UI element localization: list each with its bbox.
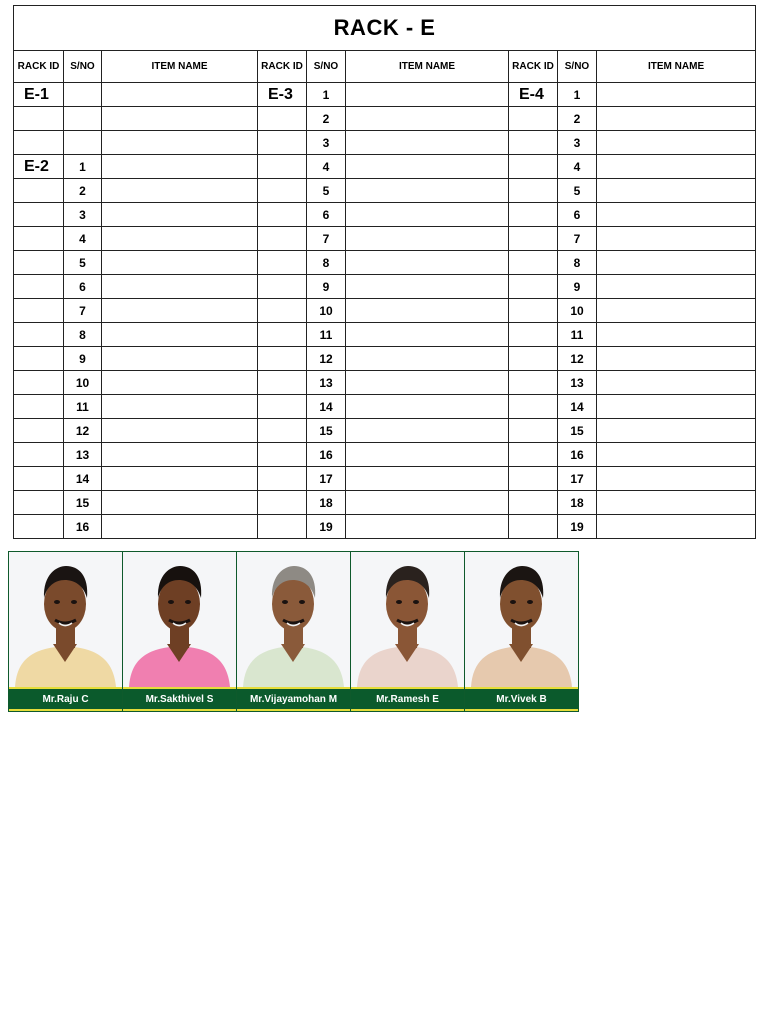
header-row — [14, 51, 756, 83]
serial-cell: 10 — [558, 299, 597, 323]
rack-id-cell — [258, 323, 307, 347]
rack-id-cell — [509, 251, 558, 275]
serial-cell — [64, 131, 102, 155]
serial-cell: 19 — [307, 515, 346, 539]
rack-id-cell — [258, 419, 307, 443]
item-name-cell[interactable] — [346, 179, 509, 203]
rack-id-cell — [258, 491, 307, 515]
staff-name: Mr.Sakthivel S — [123, 687, 236, 711]
table-row — [14, 419, 756, 443]
serial-cell: 6 — [558, 203, 597, 227]
column-header: RACK ID — [14, 51, 64, 83]
column-header: ITEM NAME — [597, 51, 756, 83]
rack-id-cell — [14, 131, 64, 155]
rack-id-cell — [14, 515, 64, 539]
item-name-cell[interactable] — [102, 467, 258, 491]
column-header: S/NO — [64, 51, 102, 83]
item-name-cell[interactable] — [346, 227, 509, 251]
item-name-cell[interactable] — [346, 131, 509, 155]
staff-photo — [237, 552, 350, 687]
staff-card — [464, 551, 579, 712]
rack-id-cell — [258, 299, 307, 323]
serial-cell: 16 — [307, 443, 346, 467]
serial-cell: 6 — [64, 275, 102, 299]
serial-cell: 15 — [64, 491, 102, 515]
serial-cell: 13 — [64, 443, 102, 467]
item-name-cell[interactable] — [346, 491, 509, 515]
table-row — [14, 371, 756, 395]
staff-card — [8, 551, 122, 712]
item-name-cell[interactable] — [102, 395, 258, 419]
serial-cell: 6 — [307, 203, 346, 227]
item-name-cell[interactable] — [346, 275, 509, 299]
item-name-cell[interactable] — [597, 419, 756, 443]
staff-name: Mr.Vijayamohan M — [237, 687, 350, 711]
rack-id-cell — [14, 299, 64, 323]
rack-id-cell — [258, 155, 307, 179]
table-row — [14, 491, 756, 515]
serial-cell: 18 — [307, 491, 346, 515]
rack-id-cell — [14, 467, 64, 491]
item-name-cell[interactable] — [102, 179, 258, 203]
serial-cell: 5 — [558, 179, 597, 203]
rack-id-cell — [14, 179, 64, 203]
staff-photo — [123, 552, 236, 687]
table-row — [14, 515, 756, 539]
item-name-cell[interactable] — [102, 299, 258, 323]
item-name-cell[interactable] — [346, 395, 509, 419]
item-name-cell[interactable] — [597, 395, 756, 419]
item-name-cell[interactable] — [597, 251, 756, 275]
serial-cell: 11 — [558, 323, 597, 347]
item-name-cell[interactable] — [102, 371, 258, 395]
serial-cell: 2 — [307, 107, 346, 131]
table-row — [14, 299, 756, 323]
staff-photo — [351, 552, 464, 687]
item-name-cell[interactable] — [597, 371, 756, 395]
item-name-cell[interactable] — [597, 467, 756, 491]
item-name-cell[interactable] — [102, 227, 258, 251]
item-name-cell[interactable] — [597, 323, 756, 347]
serial-cell: 16 — [64, 515, 102, 539]
rack-id-cell — [258, 131, 307, 155]
item-name-cell[interactable] — [102, 83, 258, 107]
serial-cell: 13 — [558, 371, 597, 395]
serial-cell: 9 — [64, 347, 102, 371]
rack-id-cell — [258, 107, 307, 131]
item-name-cell[interactable] — [597, 179, 756, 203]
rack-id-cell — [14, 275, 64, 299]
rack-id-cell — [258, 395, 307, 419]
serial-cell: 19 — [558, 515, 597, 539]
serial-cell: 10 — [307, 299, 346, 323]
item-name-cell[interactable] — [346, 83, 509, 107]
item-name-cell[interactable] — [597, 155, 756, 179]
serial-cell: 18 — [558, 491, 597, 515]
rack-id-cell — [258, 275, 307, 299]
serial-cell: 14 — [307, 395, 346, 419]
rack-table — [13, 5, 756, 539]
serial-cell: 5 — [64, 251, 102, 275]
rack-id-cell — [509, 347, 558, 371]
serial-cell: 8 — [558, 251, 597, 275]
column-header: RACK ID — [509, 51, 558, 83]
serial-cell: 16 — [558, 443, 597, 467]
rack-id-cell — [509, 179, 558, 203]
rack-id-cell — [509, 395, 558, 419]
rack-id-cell — [14, 419, 64, 443]
item-name-cell[interactable] — [597, 443, 756, 467]
serial-cell: 3 — [64, 203, 102, 227]
rack-id-cell — [258, 347, 307, 371]
rack-id-cell — [509, 299, 558, 323]
serial-cell: 1 — [558, 83, 597, 107]
staff-photo — [9, 552, 122, 687]
rack-id-cell — [258, 515, 307, 539]
table-row — [14, 275, 756, 299]
staff-card — [122, 551, 236, 712]
rack-id-cell — [258, 227, 307, 251]
serial-cell: 9 — [558, 275, 597, 299]
serial-cell: 2 — [64, 179, 102, 203]
serial-cell: 15 — [307, 419, 346, 443]
rack-id-cell — [14, 323, 64, 347]
item-name-cell[interactable] — [102, 275, 258, 299]
rack-id-cell: E-4 — [509, 83, 558, 107]
table-row — [14, 131, 756, 155]
column-header: ITEM NAME — [346, 51, 509, 83]
table-row — [14, 251, 756, 275]
item-name-cell[interactable] — [597, 203, 756, 227]
rack-id-cell — [14, 347, 64, 371]
item-name-cell[interactable] — [102, 419, 258, 443]
serial-cell: 12 — [307, 347, 346, 371]
staff-photo — [465, 552, 578, 687]
item-name-cell[interactable] — [597, 131, 756, 155]
rack-id-cell — [258, 371, 307, 395]
serial-cell: 8 — [307, 251, 346, 275]
serial-cell: 7 — [307, 227, 346, 251]
serial-cell: 3 — [558, 131, 597, 155]
serial-cell: 17 — [307, 467, 346, 491]
serial-cell: 11 — [307, 323, 346, 347]
serial-cell: 14 — [558, 395, 597, 419]
rack-id-cell — [509, 227, 558, 251]
item-name-cell[interactable] — [102, 491, 258, 515]
staff-name: Mr.Vivek B — [465, 687, 578, 711]
table-row — [14, 467, 756, 491]
item-name-cell[interactable] — [346, 251, 509, 275]
page-title: RACK - E — [14, 6, 756, 51]
table-row — [14, 323, 756, 347]
item-name-cell[interactable] — [597, 491, 756, 515]
serial-cell: 7 — [558, 227, 597, 251]
item-name-cell[interactable] — [597, 275, 756, 299]
rack-id-cell — [509, 155, 558, 179]
serial-cell: 7 — [64, 299, 102, 323]
serial-cell: 17 — [558, 467, 597, 491]
rack-id-cell — [509, 443, 558, 467]
serial-cell: 13 — [307, 371, 346, 395]
table-row — [14, 347, 756, 371]
item-name-cell[interactable] — [346, 323, 509, 347]
item-name-cell[interactable] — [346, 419, 509, 443]
item-name-cell[interactable] — [346, 467, 509, 491]
item-name-cell[interactable] — [346, 371, 509, 395]
item-name-cell[interactable] — [102, 515, 258, 539]
serial-cell — [64, 83, 102, 107]
rack-id-cell — [258, 203, 307, 227]
item-name-cell[interactable] — [597, 227, 756, 251]
item-name-cell[interactable] — [102, 251, 258, 275]
serial-cell: 1 — [307, 83, 346, 107]
table-row — [14, 443, 756, 467]
rack-id-cell — [258, 251, 307, 275]
rack-id-cell — [14, 251, 64, 275]
serial-cell: 12 — [558, 347, 597, 371]
item-name-cell[interactable] — [346, 443, 509, 467]
column-header: ITEM NAME — [102, 51, 258, 83]
staff-card — [350, 551, 464, 712]
rack-id-cell — [14, 203, 64, 227]
table-row — [14, 107, 756, 131]
rack-id-cell — [14, 491, 64, 515]
item-name-cell[interactable] — [597, 107, 756, 131]
serial-cell: 4 — [558, 155, 597, 179]
serial-cell: 10 — [64, 371, 102, 395]
table-row — [14, 155, 756, 179]
table-row — [14, 395, 756, 419]
serial-cell: 4 — [64, 227, 102, 251]
item-name-cell[interactable] — [346, 515, 509, 539]
rack-id-cell — [509, 467, 558, 491]
item-name-cell[interactable] — [102, 131, 258, 155]
rack-id-cell — [14, 107, 64, 131]
column-header: S/NO — [558, 51, 597, 83]
serial-cell: 15 — [558, 419, 597, 443]
serial-cell: 3 — [307, 131, 346, 155]
rack-id-cell — [14, 443, 64, 467]
rack-id-cell — [509, 491, 558, 515]
rack-id-cell — [509, 107, 558, 131]
item-name-cell[interactable] — [597, 83, 756, 107]
item-name-cell[interactable] — [597, 515, 756, 539]
serial-cell: 1 — [64, 155, 102, 179]
table-row — [14, 227, 756, 251]
rack-id-cell — [509, 203, 558, 227]
rack-id-cell — [258, 179, 307, 203]
item-name-cell[interactable] — [346, 299, 509, 323]
item-name-cell[interactable] — [102, 347, 258, 371]
rack-id-cell — [509, 323, 558, 347]
table-row — [14, 179, 756, 203]
rack-id-cell: E-3 — [258, 83, 307, 107]
column-header: RACK ID — [258, 51, 307, 83]
staff-strip — [8, 551, 579, 712]
serial-cell: 11 — [64, 395, 102, 419]
rack-id-cell — [509, 371, 558, 395]
item-name-cell[interactable] — [346, 107, 509, 131]
serial-cell: 12 — [64, 419, 102, 443]
rack-id-cell — [509, 515, 558, 539]
staff-name: Mr.Raju C — [9, 687, 122, 711]
serial-cell: 2 — [558, 107, 597, 131]
item-name-cell[interactable] — [346, 203, 509, 227]
item-name-cell[interactable] — [102, 443, 258, 467]
rack-id-cell — [509, 275, 558, 299]
item-name-cell[interactable] — [597, 347, 756, 371]
item-name-cell[interactable] — [346, 155, 509, 179]
staff-card — [236, 551, 350, 712]
rack-id-cell — [258, 443, 307, 467]
rack-id-cell — [509, 131, 558, 155]
item-name-cell[interactable] — [102, 323, 258, 347]
serial-cell: 9 — [307, 275, 346, 299]
rack-id-cell — [509, 419, 558, 443]
table-row — [14, 203, 756, 227]
item-name-cell[interactable] — [102, 203, 258, 227]
table-body — [14, 83, 756, 539]
serial-cell: 8 — [64, 323, 102, 347]
item-name-cell[interactable] — [102, 155, 258, 179]
rack-id-cell: E-2 — [14, 155, 64, 179]
table-row — [14, 83, 756, 107]
rack-id-cell: E-1 — [14, 83, 64, 107]
item-name-cell[interactable] — [102, 107, 258, 131]
rack-id-cell — [14, 371, 64, 395]
rack-id-cell — [14, 395, 64, 419]
serial-cell: 14 — [64, 467, 102, 491]
column-header: S/NO — [307, 51, 346, 83]
rack-id-cell — [14, 227, 64, 251]
serial-cell: 4 — [307, 155, 346, 179]
serial-cell: 5 — [307, 179, 346, 203]
item-name-cell[interactable] — [346, 347, 509, 371]
rack-id-cell — [258, 467, 307, 491]
staff-name: Mr.Ramesh E — [351, 687, 464, 711]
serial-cell — [64, 107, 102, 131]
item-name-cell[interactable] — [597, 299, 756, 323]
